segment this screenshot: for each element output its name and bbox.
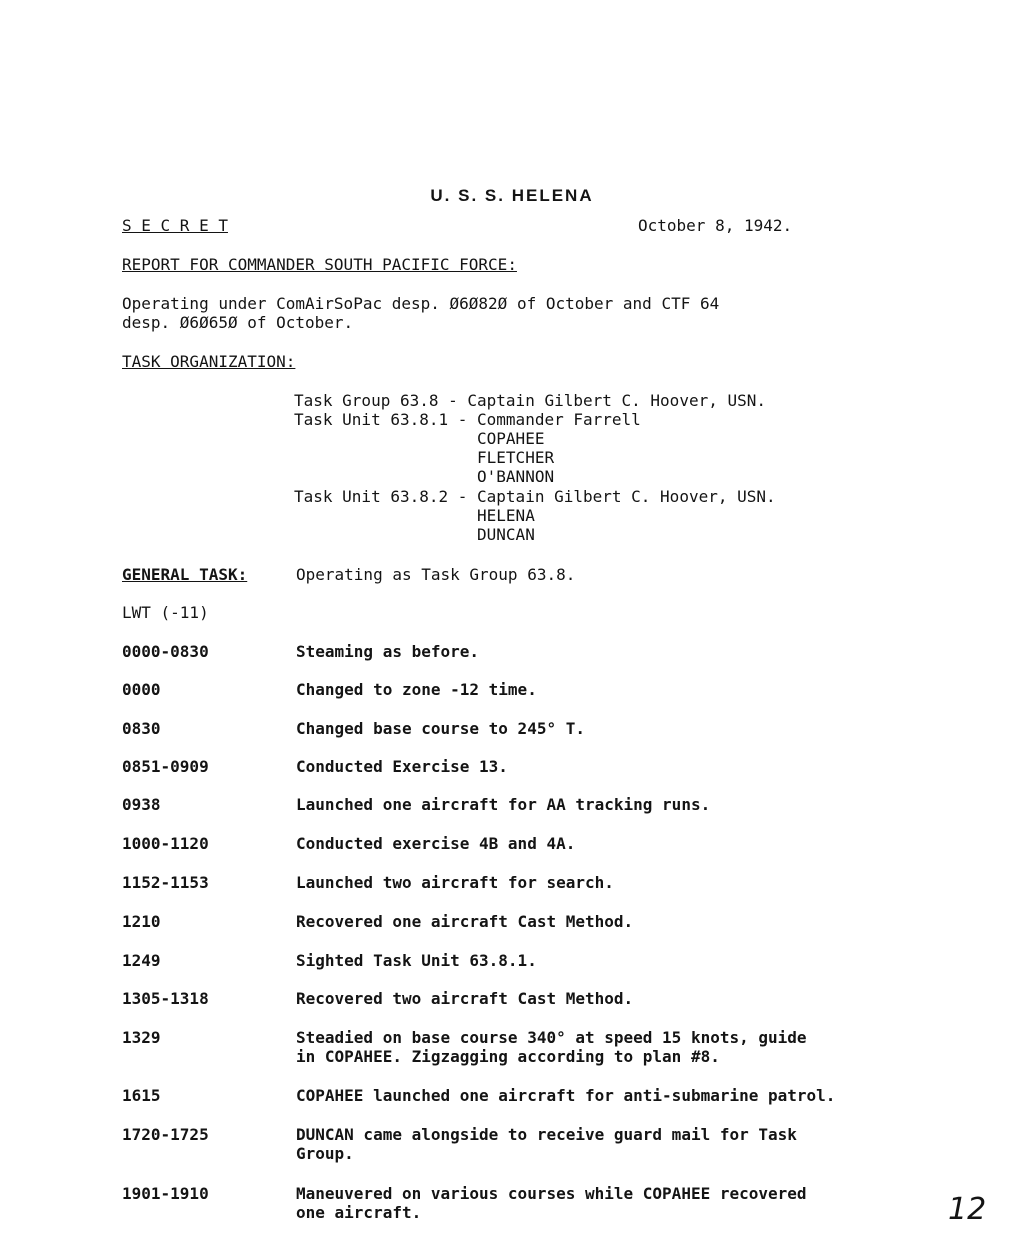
task-org-line: Task Group 63.8 - Captain Gilbert C. Hoover, USN. xyxy=(294,391,767,410)
log-text: Changed to zone -12 time. xyxy=(296,680,537,699)
log-text: Maneuvered on various courses while COPAHEE recovered xyxy=(296,1184,807,1203)
task-org-line: Task Unit 63.8.2 - Captain Gilbert C. Hoover, USN. xyxy=(294,487,776,506)
log-time: 1249 xyxy=(122,951,161,970)
task-org-line: O'BANNON xyxy=(294,467,555,486)
report-title: REPORT FOR COMMANDER SOUTH PACIFIC FORCE: xyxy=(122,255,517,274)
general-task-label: GENERAL TASK: xyxy=(122,565,248,584)
log-text: Launched two aircraft for search. xyxy=(296,873,614,892)
log-text: Steaming as before. xyxy=(296,642,480,661)
operating-line-1: Operating under ComAirSoPac desp. Ø6Ø82Ø of October and CTF 64 xyxy=(122,294,720,313)
task-organization-label: TASK ORGANIZATION: xyxy=(122,352,296,371)
log-time: 1615 xyxy=(122,1086,161,1105)
log-text: Group. xyxy=(296,1144,354,1163)
log-text: DUNCAN came alongside to receive guard mail for Task xyxy=(296,1125,797,1144)
log-text: Recovered one aircraft Cast Method. xyxy=(296,912,634,931)
log-time: 1000-1120 xyxy=(122,834,209,853)
log-text: Conducted exercise 4B and 4A. xyxy=(296,834,576,853)
log-time: 1901-1910 xyxy=(122,1184,209,1203)
log-text: one aircraft. xyxy=(296,1203,422,1222)
log-text: Steadied on base course 340° at speed 15 knots, guide xyxy=(296,1028,807,1047)
log-time: 0000-0830 xyxy=(122,642,209,661)
task-org-line: Task Unit 63.8.1 - Commander Farrell xyxy=(294,410,641,429)
log-text: COPAHEE launched one aircraft for anti-submarine patrol. xyxy=(296,1086,836,1105)
log-time: 0000 xyxy=(122,680,161,699)
log-text: Recovered two aircraft Cast Method. xyxy=(296,989,634,1008)
log-time: 1720-1725 xyxy=(122,1125,209,1144)
log-time: 0938 xyxy=(122,795,161,814)
page-number: 12 xyxy=(948,1192,987,1227)
log-time: 0830 xyxy=(122,719,161,738)
log-text: Sighted Task Unit 63.8.1. xyxy=(296,951,537,970)
task-org-line: COPAHEE xyxy=(294,429,545,448)
log-time: 0851-0909 xyxy=(122,757,209,776)
ship-title: U. S. S. HELENA xyxy=(430,186,594,205)
general-task-text: Operating as Task Group 63.8. xyxy=(296,565,576,584)
log-time: 1305-1318 xyxy=(122,989,209,1008)
log-time: 1210 xyxy=(122,912,161,931)
log-text: Changed base course to 245° T. xyxy=(296,719,585,738)
task-org-line: DUNCAN xyxy=(294,525,535,544)
operating-line-2: desp. Ø6Ø65Ø of October. xyxy=(122,313,354,332)
report-date: October 8, 1942. xyxy=(638,216,793,235)
log-text: in COPAHEE. Zigzagging according to plan #8. xyxy=(296,1047,720,1066)
log-text: Conducted Exercise 13. xyxy=(296,757,508,776)
task-org-line: FLETCHER xyxy=(294,448,555,467)
log-time: 1329 xyxy=(122,1028,161,1047)
classification-label: S E C R E T xyxy=(122,216,228,235)
time-zone-label: LWT (-11) xyxy=(122,603,209,622)
task-org-line: HELENA xyxy=(294,506,535,525)
log-time: 1152-1153 xyxy=(122,873,209,892)
log-text: Launched one aircraft for AA tracking runs. xyxy=(296,795,711,814)
